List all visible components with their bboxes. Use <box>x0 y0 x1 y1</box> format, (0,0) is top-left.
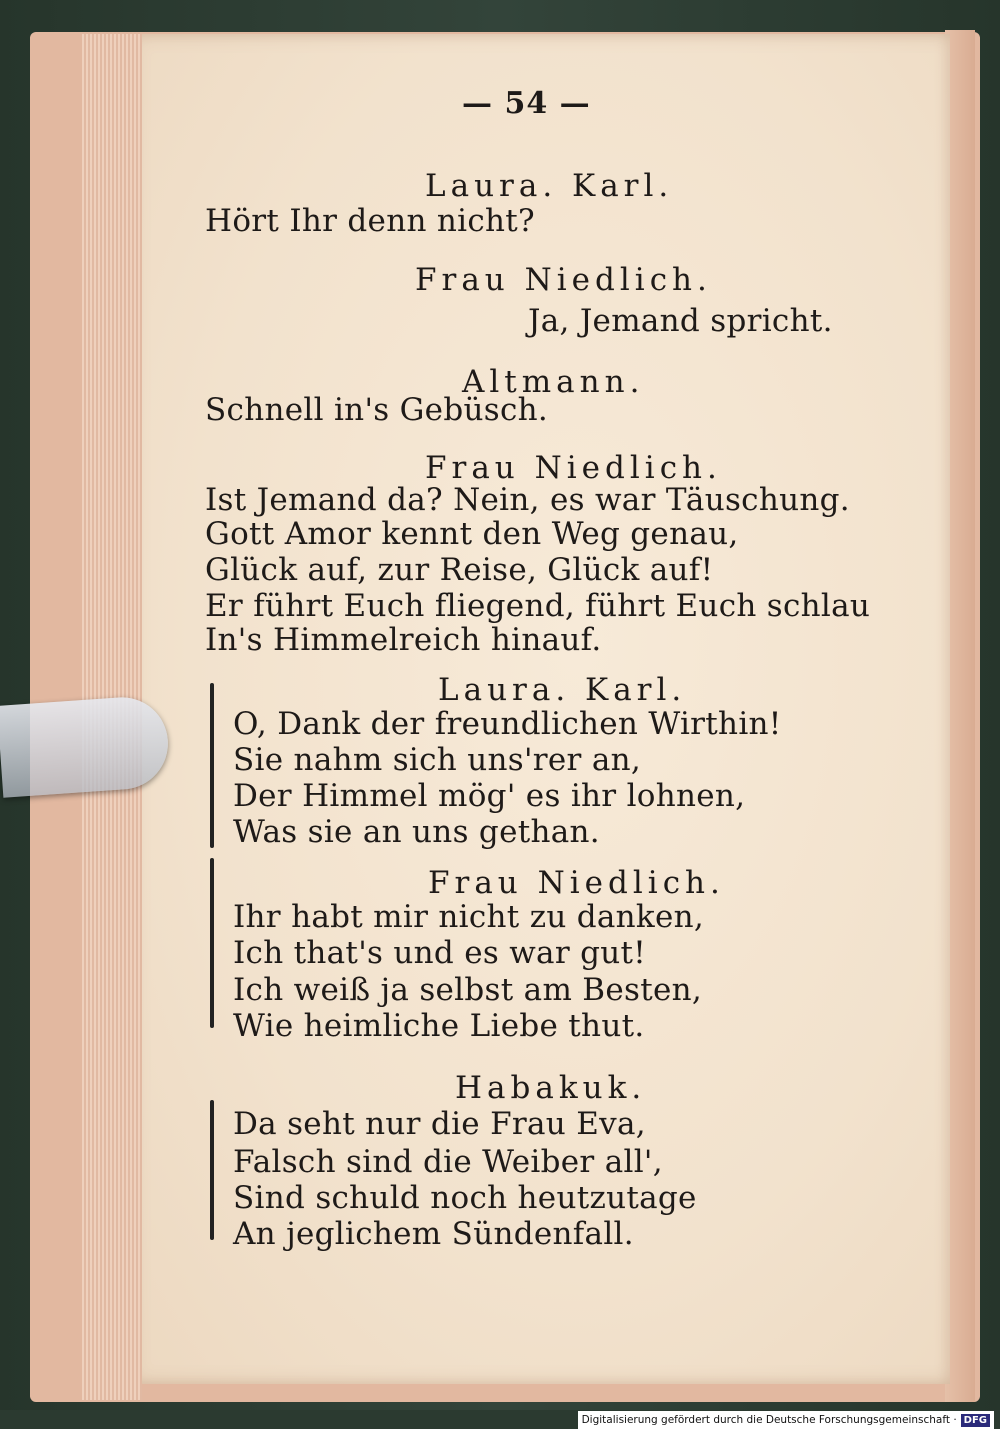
verse-line: Ich weiß ja selbst am Besten, <box>233 972 703 1008</box>
verse-line: O, Dank der freundlichen Wirthin! <box>233 706 782 742</box>
speaker-heading: Frau Niedlich. <box>415 262 712 298</box>
speaker-heading: Laura. Karl. <box>425 168 674 204</box>
bracket-line <box>210 1100 214 1240</box>
verse-line: Was sie an uns gethan. <box>233 814 600 850</box>
speaker-heading: Habakuk. <box>455 1070 647 1106</box>
dfg-logo: DFG <box>961 1414 990 1427</box>
bracket-line <box>210 858 214 1028</box>
verse-line: Gott Amor kennt den Weg genau, <box>205 516 739 552</box>
attribution-text: Digitalisierung gefördert durch die Deutsche Forschungsgemeinschaft · <box>581 1414 957 1426</box>
verse-line: Hört Ihr denn nicht? <box>205 203 535 239</box>
verse-line: In's Himmelreich hinauf. <box>205 622 602 658</box>
verse-line: Glück auf, zur Reise, Glück auf! <box>205 552 714 588</box>
verse-line: Falsch sind die Weiber all', <box>233 1144 663 1180</box>
verse-line: Ich that's und es war gut! <box>233 935 647 971</box>
verse-line: Ist Jemand da? Nein, es war Täuschung. <box>205 482 850 518</box>
verse-line: Ihr habt mir nicht zu danken, <box>233 899 705 935</box>
verse-line: Ja, Jemand spricht. <box>528 303 833 339</box>
speaker-heading: Frau Niedlich. <box>425 450 722 486</box>
speaker-heading: Altmann. <box>462 364 645 400</box>
verse-line: Er führt Euch fliegend, führt Euch schlau <box>205 588 871 624</box>
verse-line: Da seht nur die Frau Eva, <box>233 1106 646 1142</box>
verse-line: Schnell in's Gebüsch. <box>205 392 549 428</box>
verse-line: Sind schuld noch heutzutage <box>233 1180 697 1216</box>
show-through <box>762 199 932 229</box>
verse-line: Der Himmel mög' es ihr lohnen, <box>233 778 746 814</box>
verse-line: An jeglichem Sündenfall. <box>233 1216 634 1252</box>
speaker-heading: Frau Niedlich. <box>428 865 725 901</box>
speaker-heading: Laura. Karl. <box>438 672 687 708</box>
bracket-line <box>210 683 214 848</box>
attribution-footer <box>578 1411 994 1429</box>
verse-line: Sie nahm sich uns'rer an, <box>233 742 642 778</box>
verse-line: Wie heimliche Liebe thut. <box>233 1008 645 1044</box>
page-holder-clip <box>0 694 171 797</box>
page-number: — 54 — <box>462 86 591 121</box>
